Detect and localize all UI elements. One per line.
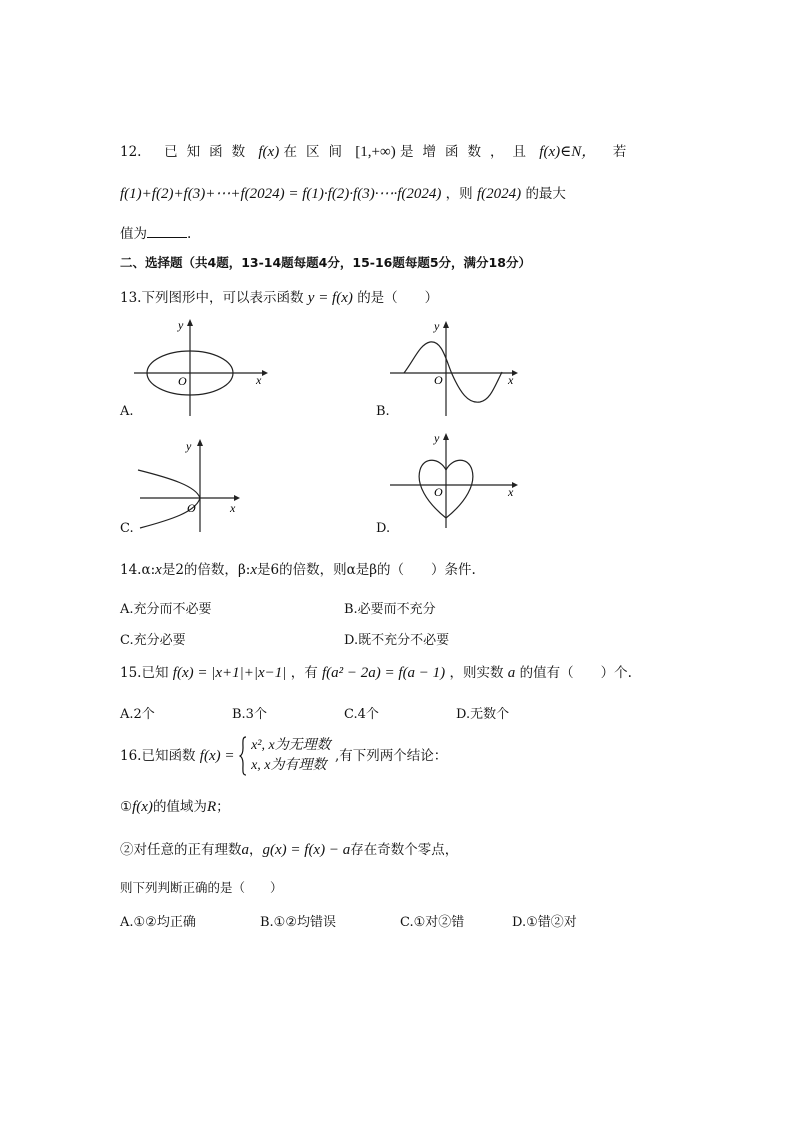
q12-text-d: 若 — [612, 144, 627, 160]
q12-line3 — [120, 224, 191, 244]
graph-b-origin: O — [434, 373, 443, 387]
q14-option-b[interactable]: B.必要而不充分 — [344, 602, 436, 617]
c2-text-c: 存在奇数个零点， — [350, 842, 459, 858]
q13-stem — [120, 288, 438, 308]
q14-var-2: x — [250, 562, 257, 578]
q14-beta: β — [237, 562, 246, 578]
q16-conclusion-1 — [120, 797, 230, 817]
graph-a-origin: O — [178, 374, 187, 388]
c1-mark: ① — [120, 799, 133, 815]
q15-stem-a: 15.已知 — [120, 665, 169, 681]
q14-beta-2: β — [369, 562, 378, 578]
q13-formula: y = f(x) — [307, 290, 353, 306]
q16-option-c[interactable]: C.①对②错 — [400, 915, 465, 930]
q12-text-g: 值为 — [120, 226, 147, 242]
graph-a-x-label: x — [256, 373, 262, 387]
q15-var: a — [507, 665, 516, 681]
q15-stem-d: 的值有（ ）个. — [519, 665, 632, 681]
q14-colon: : — [150, 562, 156, 578]
graph-b[interactable] — [390, 318, 530, 418]
graph-c-x-label: x — [230, 501, 236, 515]
q16-fx-eq: f(x) = — [199, 748, 235, 764]
brace-icon — [240, 737, 246, 775]
graph-c[interactable] — [130, 432, 250, 532]
c2-mark: ② — [120, 842, 134, 858]
q14-stem — [120, 560, 476, 580]
q12-number: 12. — [120, 144, 142, 160]
piece-1: x², x为无理数 — [251, 738, 331, 753]
graph-b-label: B. — [376, 404, 390, 419]
q14-option-d[interactable]: D.既不充分不必要 — [344, 633, 450, 648]
piece-2: x, x为有理数 — [251, 758, 327, 773]
q12-text-e: ，则 — [445, 186, 473, 202]
q14-colon-2: : — [245, 562, 251, 578]
c2-a: a — [241, 842, 249, 858]
q12-equation: f(1)+f(2)+f(3)+⋯+f(2024) = f(1)·f(2)·f(3)·⋯·f(2024) — [120, 186, 442, 202]
graph-c-origin: O — [187, 501, 196, 515]
piecewise-cases — [251, 736, 331, 776]
graph-d[interactable] — [390, 430, 530, 530]
q14-alpha-2: α — [346, 562, 356, 578]
q15-option-a[interactable]: A.2个 — [120, 707, 155, 722]
q12-fx: f(x) — [258, 144, 280, 160]
q16-conclusion-2 — [120, 840, 458, 860]
q13-stem-a: 13.下列图形中，可以表示函数 — [120, 290, 304, 306]
q16-option-d[interactable]: D.①错②对 — [512, 915, 577, 930]
q12-f2024: f(2024) — [476, 186, 522, 202]
graph-b-x-label: x — [508, 373, 514, 387]
q14-s4: 的（ ）条件. — [377, 562, 476, 578]
q13-stem-b: 的是（ ） — [357, 290, 439, 306]
graph-d-x-label: x — [508, 485, 514, 499]
c1-R: R — [206, 799, 217, 815]
q16-judge: 则下列判断正确的是（ ） — [120, 880, 283, 895]
q14-stem-a: 14. — [120, 562, 142, 578]
q14-option-c[interactable]: C.充分必要 — [120, 633, 186, 648]
piecewise-brace — [239, 736, 247, 776]
q15-stem — [120, 663, 632, 683]
c2-text-a: 对任意的正有理数 — [133, 842, 242, 858]
graph-d-y-label: y — [434, 431, 440, 445]
c2-text-b: ， — [249, 842, 263, 858]
graph-c-y-label: y — [186, 439, 192, 453]
q16-stem-a: 16.已知函数 — [120, 748, 196, 764]
q12-line1 — [120, 142, 626, 162]
q12-text-c: 是增函数，且 — [400, 144, 535, 160]
graph-c-label: C. — [120, 521, 134, 536]
q15-option-b[interactable]: B.3个 — [232, 707, 267, 722]
q16-stem — [120, 736, 447, 776]
graph-d-label: D. — [376, 521, 391, 536]
graph-a-y-label: y — [178, 318, 184, 332]
sine-curve — [404, 342, 502, 402]
section-2-heading: 二、选择题（共4题，13-14题每题4分，15-16题每题5分，满分18分） — [120, 255, 531, 270]
q14-option-a[interactable]: A.充分而不必要 — [120, 602, 212, 617]
answer-blank — [147, 225, 187, 238]
q14-s1: 是2的倍数， — [161, 562, 238, 578]
q14-var: x — [155, 562, 162, 578]
q14-s2: 是6的倍数，则 — [256, 562, 347, 578]
q15-option-d[interactable]: D.无数个 — [456, 707, 510, 722]
q12-text-a: 已知函数 — [164, 144, 255, 160]
q16-option-b[interactable]: B.①②均错误 — [260, 915, 336, 930]
q12-text-b: 在区间 — [283, 144, 351, 160]
c1-text: 的值域为 — [152, 799, 207, 815]
graph-b-y-label: y — [434, 319, 440, 333]
q14-alpha: α — [141, 562, 151, 578]
graph-d-origin: O — [434, 485, 443, 499]
graph-a[interactable] — [120, 318, 280, 418]
graph-a-label: A. — [120, 404, 134, 419]
q12-line2 — [120, 184, 566, 204]
q16-stem-b: ,有下列两个结论： — [334, 748, 448, 764]
q15-option-c[interactable]: C.4个 — [344, 707, 379, 722]
q15-stem-c: ，则实数 — [449, 665, 504, 681]
q14-s3: 是 — [355, 562, 370, 578]
q15-formula2: f(a² − 2a) = f(a − 1) — [322, 665, 446, 681]
q12-text-h: . — [187, 226, 192, 242]
q12-text-f: 的最大 — [525, 186, 566, 202]
c2-formula: g(x) = f(x) − a — [262, 842, 351, 858]
c1-end: ； — [216, 799, 230, 815]
q12-interval: [1,+∞) — [355, 144, 396, 160]
q15-formula1: f(x) = |x+1|+|x−1| — [172, 665, 287, 681]
q15-stem-b: ，有 — [290, 665, 318, 681]
c1-fx: f(x) — [132, 799, 153, 815]
q12-member: f(x)∈N， — [539, 144, 597, 160]
parabola-curve — [138, 470, 200, 528]
q16-option-a[interactable]: A.①②均正确 — [120, 915, 196, 930]
